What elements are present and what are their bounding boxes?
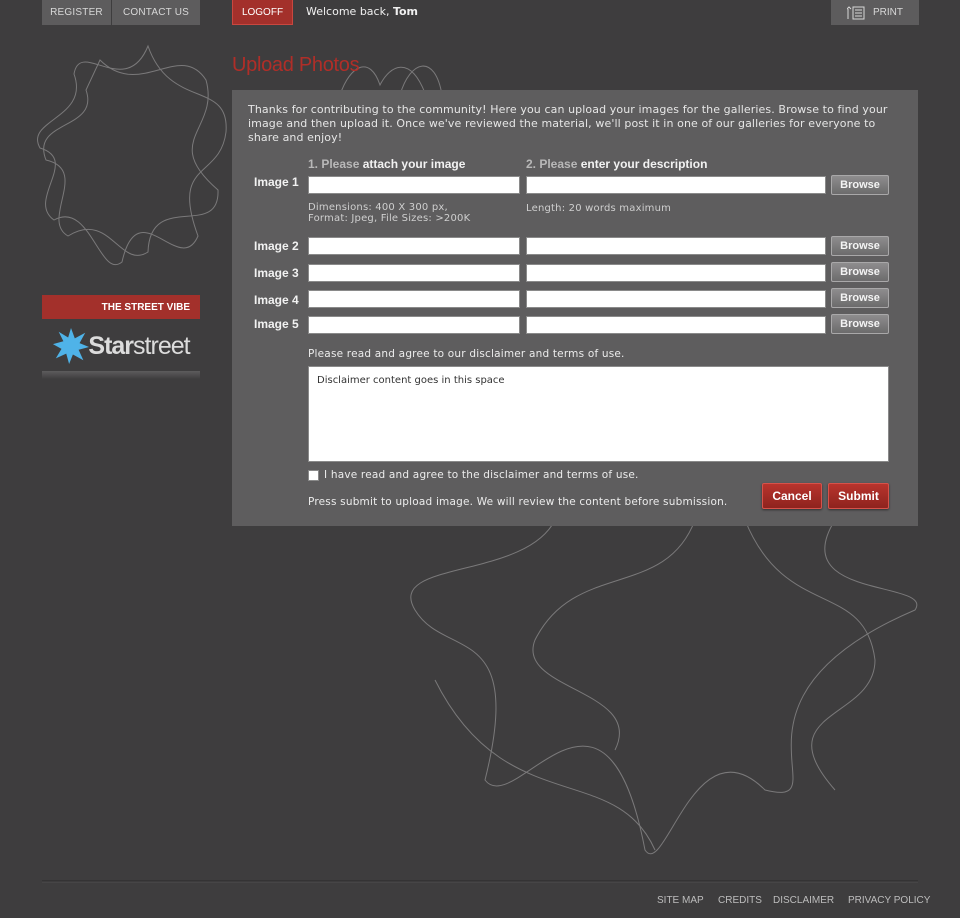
username: Tom [392,5,419,18]
register-link[interactable]: REGISTER [42,0,111,25]
step2-heading: 2. Please enter your description [526,157,708,171]
image-2-description-field[interactable] [526,237,826,255]
footer-sitemap-link[interactable]: SITE MAP [657,895,704,906]
image-4-browse-button[interactable]: Browse [831,288,889,308]
image-2-label: Image 2 [254,239,299,253]
image-1-browse-button[interactable]: Browse [831,175,889,195]
page-title: Upload Photos [232,54,360,76]
footer-credits-link[interactable]: CREDITS [718,895,762,906]
print-icon [847,6,865,20]
intro-text: Thanks for contributing to the community! Here you can upload your images for the galleries. Browse to find your image and then upload it. Once we've reviewed the material, we'll post it in one of our galleries for everyone to share and enjoy! [248,103,888,144]
upload-panel [232,90,918,526]
welcome-message: Welcome back, Tom [306,5,419,18]
contact-us-link[interactable]: CONTACT US [112,0,200,25]
image-5-description-field[interactable] [526,316,826,334]
image-3-label: Image 3 [254,266,299,280]
image-3-file-field[interactable] [308,264,520,282]
starburst-logo-icon [52,327,90,365]
print-button[interactable]: PRINT [831,0,919,25]
footer-privacy-link[interactable]: PRIVACY POLICY [848,895,931,906]
image-1-label: Image 1 [254,175,299,189]
street-vibe-banner[interactable]: THE STREET VIBE [42,295,200,319]
image-5-browse-button[interactable]: Browse [831,314,889,334]
disclaimer-label: Please read and agree to our disclaimer and terms of use. [308,348,625,360]
submit-note: Press submit to upload image. We will review the content before submission. [308,496,728,508]
image-1-description-field[interactable] [526,176,826,194]
decorative-swirl-left [30,40,240,270]
agree-checkbox[interactable] [308,470,319,481]
footer-divider [42,880,918,883]
length-hint: Length: 20 words maximum [526,203,672,214]
agree-label: I have read and agree to the disclaimer and terms of use. [324,469,639,481]
image-2-browse-button[interactable]: Browse [831,236,889,256]
disclaimer-textarea[interactable]: Disclaimer content goes in this space [308,366,889,462]
image-4-file-field[interactable] [308,290,520,308]
image-1-file-field[interactable] [308,176,520,194]
decorative-swirl-right [405,520,925,870]
submit-button[interactable]: Submit [828,483,889,509]
logo-street-text: street [133,331,190,360]
step1-heading: 1. Please attach your image [308,157,466,171]
footer-disclaimer-link[interactable]: DISCLAIMER [773,895,835,906]
agree-row [308,469,639,481]
image-4-label: Image 4 [254,293,299,307]
image-2-file-field[interactable] [308,237,520,255]
logoff-button[interactable]: LOGOFF [232,0,293,25]
logo-star-text: Star [88,331,134,360]
image-3-description-field[interactable] [526,264,826,282]
image-5-label: Image 5 [254,317,299,331]
starstreet-logo[interactable] [42,320,200,372]
cancel-button[interactable]: Cancel [762,483,822,509]
dimensions-hint: Dimensions: 400 X 300 px, Format: Jpeg, File Sizes: >200K [308,202,471,224]
image-5-file-field[interactable] [308,316,520,334]
logo-divider [42,371,200,379]
image-3-browse-button[interactable]: Browse [831,262,889,282]
image-4-description-field[interactable] [526,290,826,308]
